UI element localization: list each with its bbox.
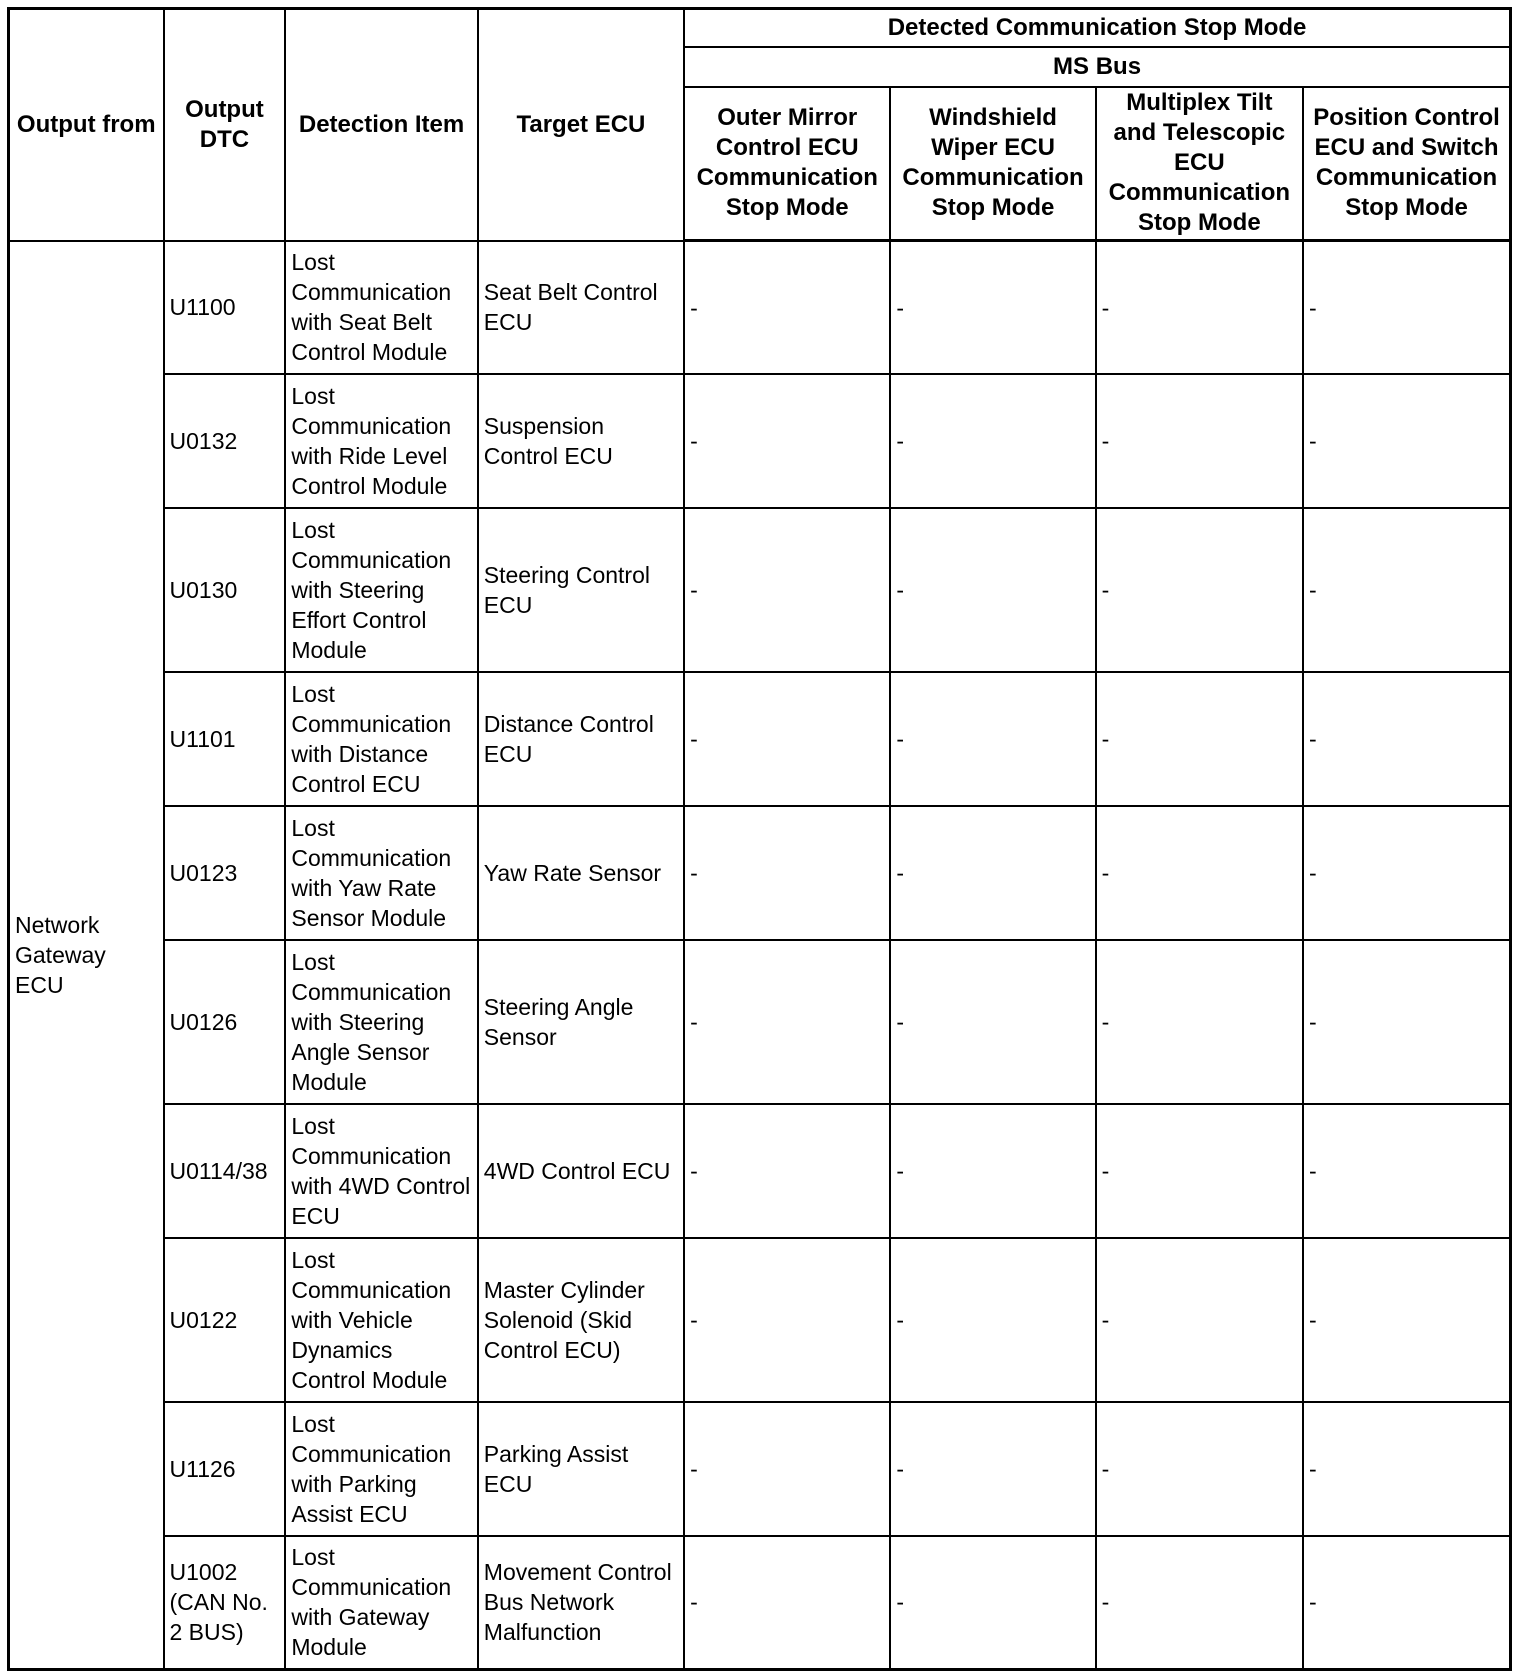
- output-from-cell: Network Gateway ECU: [9, 241, 164, 1670]
- table-row: [9, 1402, 1511, 1536]
- detection-item-cell: Lost Communication with Steering Effort Control Module: [285, 508, 477, 672]
- windshield-wiper-mode-cell: -: [890, 1536, 1095, 1670]
- outer-mirror-mode-cell: -: [684, 1536, 890, 1670]
- dtc-code-cell: U0122: [164, 1238, 286, 1402]
- target-ecu-cell: Movement Control Bus Network Malfunction: [478, 1536, 684, 1670]
- target-ecu-cell: Master Cylinder Solenoid (Skid Control ECU): [478, 1238, 684, 1402]
- dtc-code-cell: U1002 (CAN No. 2 BUS): [164, 1536, 286, 1670]
- outer-mirror-mode-cell: -: [684, 374, 890, 508]
- dtc-code-cell: U0126: [164, 940, 286, 1104]
- detection-item-cell: Lost Communication with Parking Assist ECU: [285, 1402, 477, 1536]
- target-ecu-cell: Suspension Control ECU: [478, 374, 684, 508]
- multiplex-tilt-mode-cell: -: [1096, 241, 1303, 375]
- detection-item-cell: Lost Communication with 4WD Control ECU: [285, 1104, 477, 1238]
- dtc-table: [7, 7, 1512, 1671]
- position-control-mode-cell: -: [1303, 940, 1510, 1104]
- position-control-mode-cell: -: [1303, 672, 1510, 806]
- detection-item-cell: Lost Communication with Gateway Module: [285, 1536, 477, 1670]
- header-position-control-mode: Position Control ECU and Switch Communication Stop Mode: [1303, 87, 1510, 241]
- windshield-wiper-mode-cell: -: [890, 374, 1095, 508]
- dtc-code-cell: U0130: [164, 508, 286, 672]
- multiplex-tilt-mode-cell: -: [1096, 1238, 1303, 1402]
- outer-mirror-mode-cell: -: [684, 1402, 890, 1536]
- position-control-mode-cell: -: [1303, 1104, 1510, 1238]
- table-row: [9, 940, 1511, 1104]
- multiplex-tilt-mode-cell: -: [1096, 1402, 1303, 1536]
- multiplex-tilt-mode-cell: -: [1096, 806, 1303, 940]
- header-detected-mode: Detected Communication Stop Mode: [684, 9, 1510, 47]
- table-body: [9, 241, 1511, 1670]
- multiplex-tilt-mode-cell: -: [1096, 672, 1303, 806]
- position-control-mode-cell: -: [1303, 374, 1510, 508]
- header-windshield-wiper-mode: Windshield Wiper ECU Communication Stop Mode: [890, 87, 1095, 241]
- outer-mirror-mode-cell: -: [684, 241, 890, 375]
- table-row: [9, 241, 1511, 375]
- detection-item-cell: Lost Communication with Yaw Rate Sensor Module: [285, 806, 477, 940]
- table-row: [9, 806, 1511, 940]
- dtc-code-cell: U1101: [164, 672, 286, 806]
- windshield-wiper-mode-cell: -: [890, 1238, 1095, 1402]
- table-row: [9, 1536, 1511, 1670]
- position-control-mode-cell: -: [1303, 806, 1510, 940]
- target-ecu-cell: Seat Belt Control ECU: [478, 241, 684, 375]
- table-row: [9, 1238, 1511, 1402]
- detection-item-cell: Lost Communication with Steering Angle Sensor Module: [285, 940, 477, 1104]
- header-outer-mirror-mode: Outer Mirror Control ECU Communication Stop Mode: [684, 87, 890, 241]
- dtc-code-cell: U0114/38: [164, 1104, 286, 1238]
- target-ecu-cell: Yaw Rate Sensor: [478, 806, 684, 940]
- windshield-wiper-mode-cell: -: [890, 241, 1095, 375]
- windshield-wiper-mode-cell: -: [890, 806, 1095, 940]
- target-ecu-cell: Parking Assist ECU: [478, 1402, 684, 1536]
- multiplex-tilt-mode-cell: -: [1096, 374, 1303, 508]
- windshield-wiper-mode-cell: -: [890, 1104, 1095, 1238]
- multiplex-tilt-mode-cell: -: [1096, 508, 1303, 672]
- multiplex-tilt-mode-cell: -: [1096, 1104, 1303, 1238]
- dtc-code-cell: U1100: [164, 241, 286, 375]
- header-multiplex-tilt-mode: Multiplex Tilt and Telescopic ECU Communication Stop Mode: [1096, 87, 1303, 241]
- outer-mirror-mode-cell: -: [684, 1104, 890, 1238]
- table-row: [9, 374, 1511, 508]
- multiplex-tilt-mode-cell: -: [1096, 1536, 1303, 1670]
- detection-item-cell: Lost Communication with Vehicle Dynamics Control Module: [285, 1238, 477, 1402]
- position-control-mode-cell: -: [1303, 508, 1510, 672]
- multiplex-tilt-mode-cell: -: [1096, 940, 1303, 1104]
- outer-mirror-mode-cell: -: [684, 940, 890, 1104]
- windshield-wiper-mode-cell: -: [890, 508, 1095, 672]
- dtc-code-cell: U1126: [164, 1402, 286, 1536]
- table-row: [9, 672, 1511, 806]
- outer-mirror-mode-cell: -: [684, 1238, 890, 1402]
- detection-item-cell: Lost Communication with Distance Control ECU: [285, 672, 477, 806]
- position-control-mode-cell: -: [1303, 1536, 1510, 1670]
- header-target-ecu: Target ECU: [478, 9, 684, 241]
- detection-item-cell: Lost Communication with Seat Belt Control Module: [285, 241, 477, 375]
- target-ecu-cell: Steering Angle Sensor: [478, 940, 684, 1104]
- header-ms-bus: MS Bus: [684, 47, 1510, 87]
- table-row: [9, 1104, 1511, 1238]
- position-control-mode-cell: -: [1303, 241, 1510, 375]
- windshield-wiper-mode-cell: -: [890, 940, 1095, 1104]
- windshield-wiper-mode-cell: -: [890, 672, 1095, 806]
- outer-mirror-mode-cell: -: [684, 508, 890, 672]
- dtc-code-cell: U0123: [164, 806, 286, 940]
- windshield-wiper-mode-cell: -: [890, 1402, 1095, 1536]
- position-control-mode-cell: -: [1303, 1402, 1510, 1536]
- position-control-mode-cell: -: [1303, 1238, 1510, 1402]
- table-row: [9, 508, 1511, 672]
- target-ecu-cell: Distance Control ECU: [478, 672, 684, 806]
- dtc-code-cell: U0132: [164, 374, 286, 508]
- header-output-from: Output from: [9, 9, 164, 241]
- header-detection-item: Detection Item: [285, 9, 477, 241]
- header-output-dtc: Output DTC: [164, 9, 286, 241]
- outer-mirror-mode-cell: -: [684, 672, 890, 806]
- detection-item-cell: Lost Communication with Ride Level Control Module: [285, 374, 477, 508]
- outer-mirror-mode-cell: -: [684, 806, 890, 940]
- target-ecu-cell: Steering Control ECU: [478, 508, 684, 672]
- target-ecu-cell: 4WD Control ECU: [478, 1104, 684, 1238]
